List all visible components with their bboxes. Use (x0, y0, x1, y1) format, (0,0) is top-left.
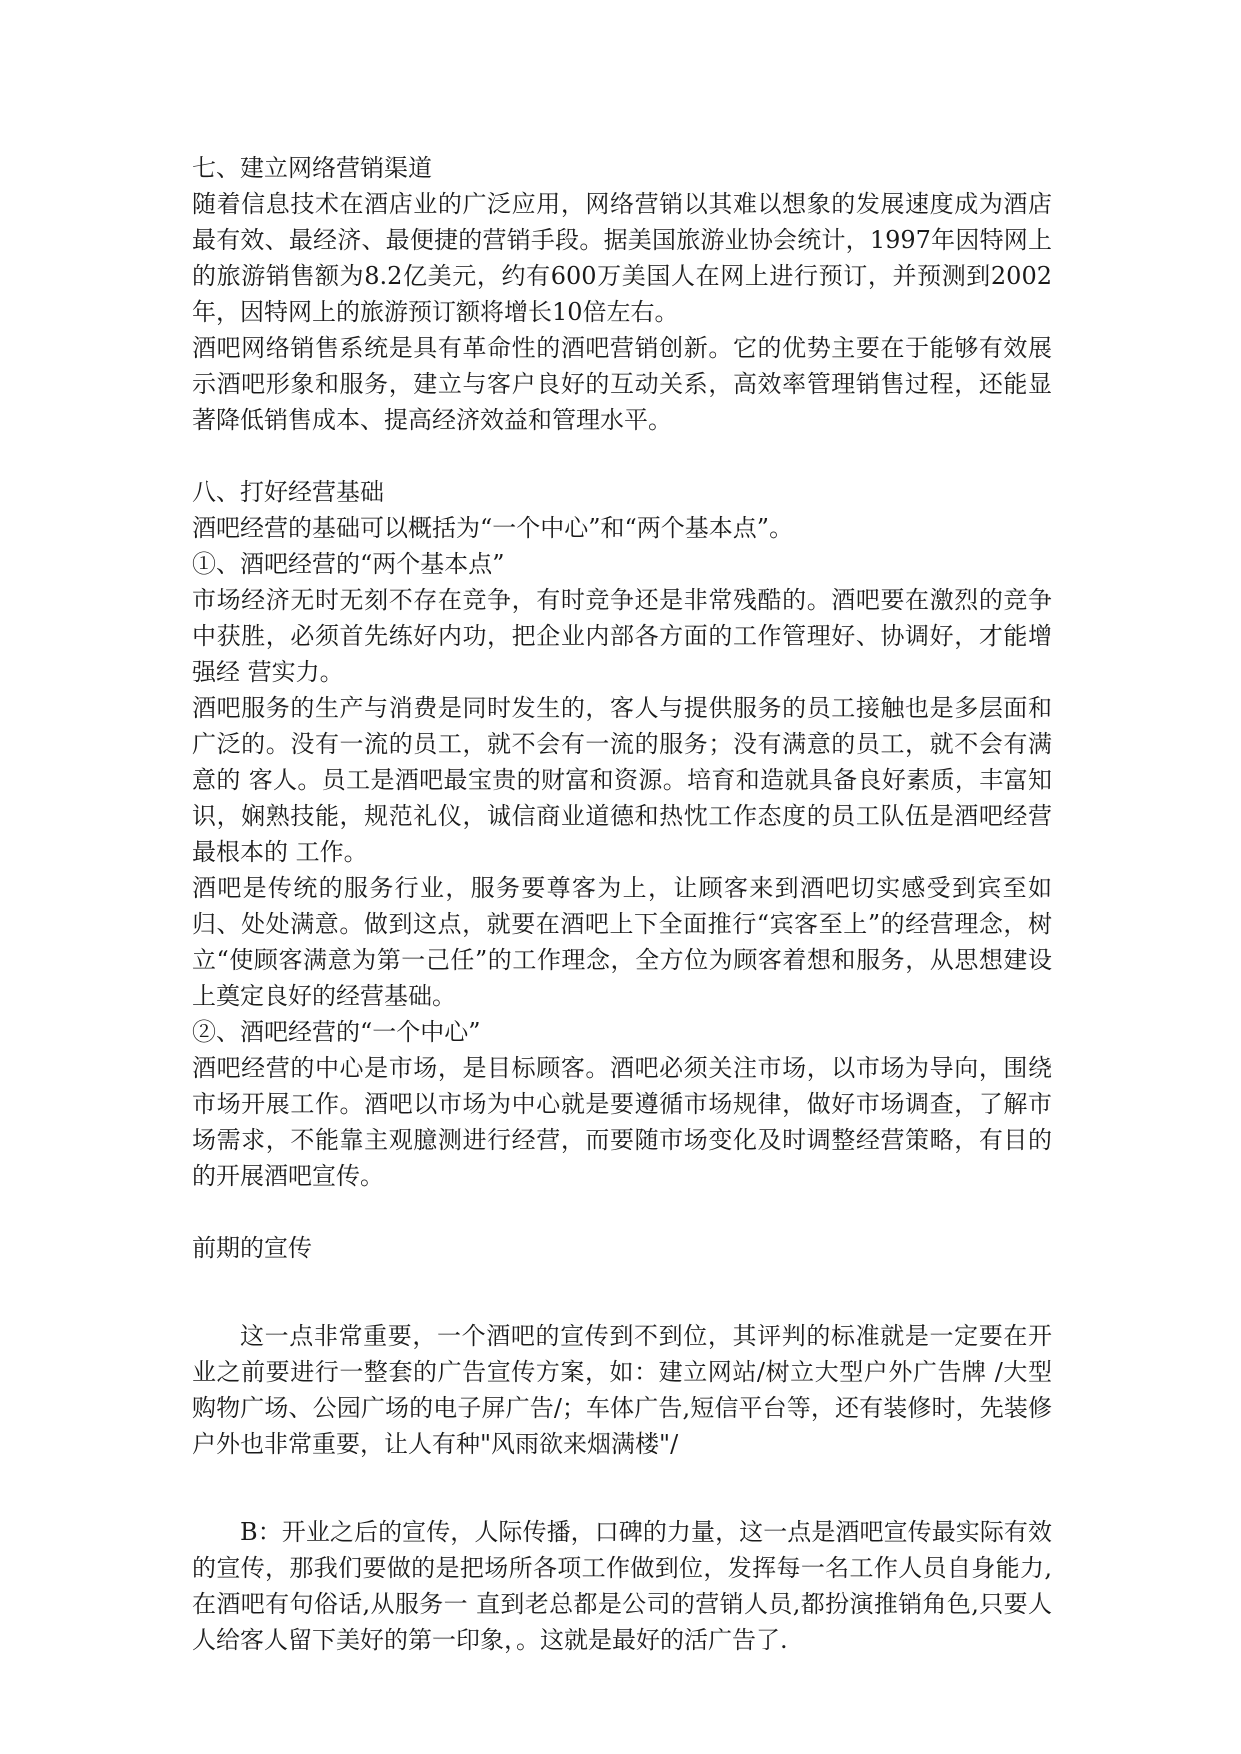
section-8-intro: 酒吧经营的基础可以概括为“一个中心”和“两个基本点”。 (192, 514, 794, 542)
subsection-1-paragraph-1: 市场经济无时无刻不存在竞争，有时竞争还是非常残酷的。酒吧要在激烈的竞争中获胜，必须首先练好内功，把企业内部各方面的工作管理好、协调好，才能增强经 营实力。 (192, 586, 1052, 686)
section-7-paragraph-2: 酒吧网络销售系统是具有革命性的酒吧营销创新。它的优势主要在于能够有效展示酒吧形象和服务，建立与客户良好的互动关系，高效率管理销售过程，还能显著降低销售成本、提高经济效益和管理水平。 (192, 334, 1052, 434)
section-7-heading: 七、建立网络营销渠道 (192, 154, 432, 182)
subsection-2-paragraph-1: 酒吧经营的中心是市场，是目标顾客。酒吧必须关注市场，以市场为导向，围绕市场开展工作。酒吧以市场为中心就是要遵循市场规律，做好市场调查，了解市场需求，不能靠主观臆测进行经营，而要随市场变化及时调整经营策略，有目的的开展酒吧宣传。 (192, 1054, 1052, 1190)
section-7-paragraph-1: 随着信息技术在酒店业的广泛应用，网络营销以其难以想象的发展速度成为酒店最有效、最经济、最便捷的营销手段。据美国旅游业协会统计，1997年因特网上 的旅游销售额为8.2亿美元，约有600万美国人在网上进行预订，并预测到2002年，因特网上的旅游预订额将增长10倍左右。 (192, 190, 1052, 326)
section-8-heading: 八、打好经营基础 (192, 478, 384, 506)
subsection-1-heading: ①、酒吧经营的“两个基本点” (192, 550, 505, 578)
document-body (192, 150, 1052, 1658)
subsection-1-paragraph-2: 酒吧服务的生产与消费是同时发生的，客人与提供服务的员工接触也是多层面和广泛的。没有一流的员工，就不会有一流的服务；没有满意的员工，就不会有满意的 客人。员工是酒吧最宝贵的财富和资源。培育和造就具备良好素质，丰富知识，娴熟技能，规范礼仪，诚信商业道德和热忱工作态度的员工队伍是酒吧经营最根本的 工作。 (192, 694, 1052, 866)
promo-paragraph-1: 这一点非常重要，一个酒吧的宣传到不到位，其评判的标准就是一定要在开业之前要进行一整套的广告宣传方案，如：建立网站/树立大型户外广告牌 /大型购物广场、公园广场的电子屏广告/；车体广告,短信平台等，还有装修时，先装修户外也非常重要，让人有种"风雨欲来烟满楼"/ (192, 1322, 1052, 1458)
subsection-2-heading: ②、酒吧经营的“一个中心” (192, 1018, 481, 1046)
promo-heading: 前期的宣传 (192, 1234, 312, 1262)
subsection-1-paragraph-3: 酒吧是传统的服务行业，服务要尊客为上，让顾客来到酒吧切实感受到宾至如归、处处满意。做到这点，就要在酒吧上下全面推行“宾客至上”的经营理念，树立“使顾客满意为第一己任”的工作理念，全方位为顾客着想和服务，从思想建设上奠定良好的经营基础。 (192, 874, 1052, 1010)
promo-paragraph-2: B：开业之后的宣传，人际传播，口碑的力量，这一点是酒吧宣传最实际有效的宣传，那我们要做的是把场所各项工作做到位，发挥每一名工作人员自身能力,在酒吧有句俗话,从服务一 直到老总都是公司的营销人员,都扮演推销角色,只要人人给客人留下美好的第一印象，。这就是最好的活广告了. (192, 1518, 1052, 1654)
